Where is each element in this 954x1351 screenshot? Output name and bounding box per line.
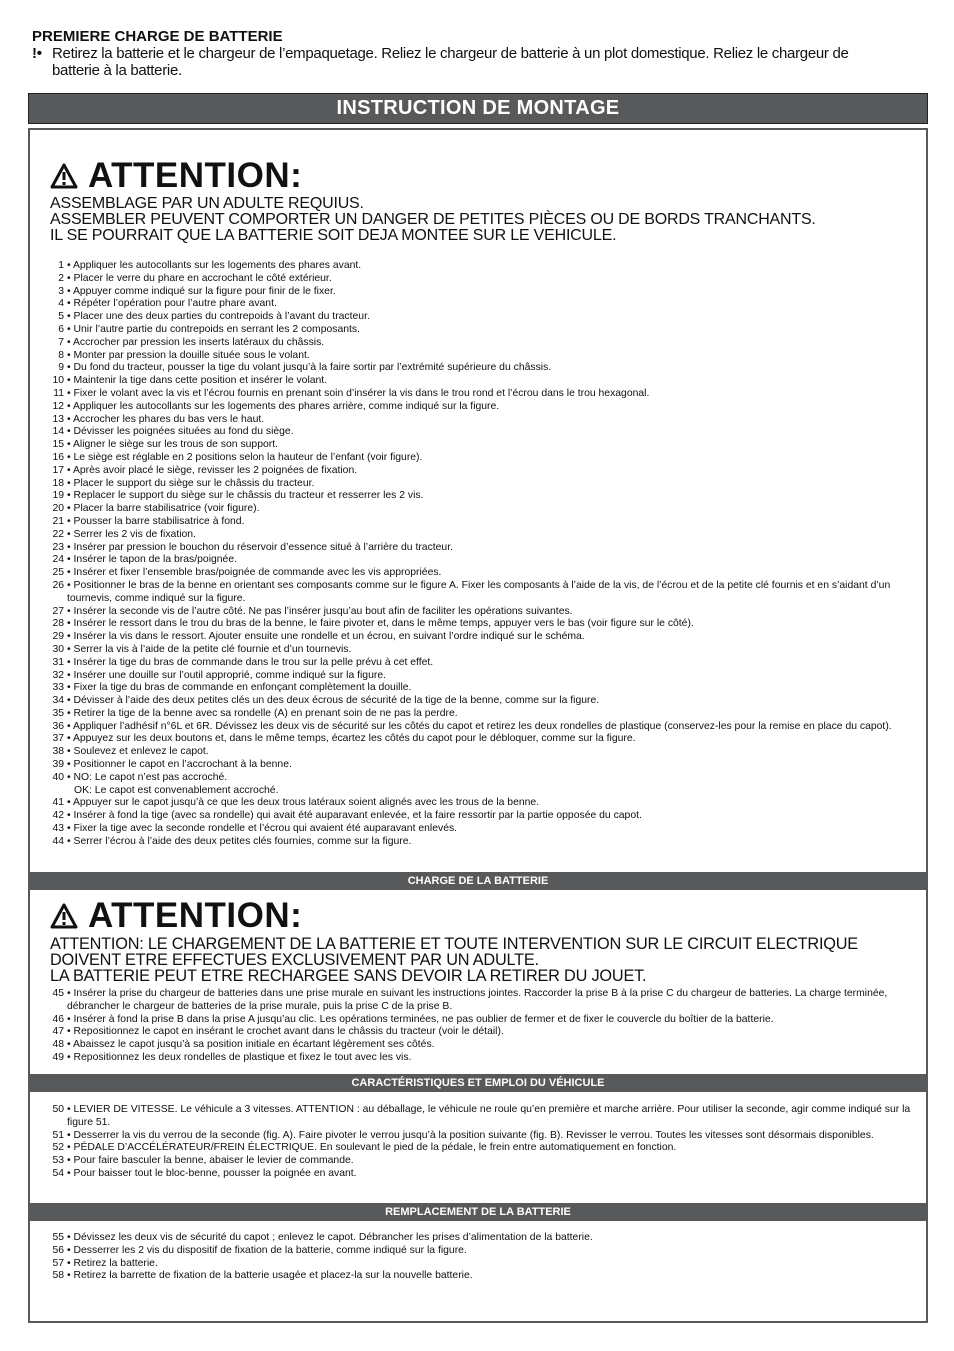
step-number: 23 <box>52 541 64 553</box>
step-text: • Pour faire basculer la benne, abaiser le levier de commande. <box>67 1155 354 1167</box>
step-number: 25 <box>52 567 64 579</box>
step-text: • Monter par pression la douille située sous le volant. <box>67 349 310 361</box>
step-text: • Placer le verre du phare en accrochant le côté extérieur. <box>67 272 332 284</box>
step-text: • Insérer le tapon de la bras/poignée. <box>67 554 237 566</box>
step-text: • Dévissez les deux vis de sécurité du capot ; enlevez le capot. Débrancher les prises d’alimentation de la batterie. <box>67 1232 593 1243</box>
list-item <box>42 836 912 849</box>
step-number: 14 <box>52 426 64 438</box>
step-number: 49 <box>52 1051 64 1063</box>
step-number: 28 <box>52 618 64 630</box>
step-text: • Aligner le siège sur les trous de son support. <box>67 439 278 451</box>
step-number: 52 <box>52 1142 64 1154</box>
list-item <box>42 988 912 1014</box>
list-item <box>42 490 912 503</box>
list-item <box>42 606 912 619</box>
step-text: • Placer une des deux parties du contrepoids à l’avant du tracteur. <box>67 311 370 323</box>
step-number: 39 <box>52 759 64 771</box>
charge-steps <box>42 988 912 1065</box>
step-text: • Serrer les 2 vis de fixation. <box>67 528 196 540</box>
first-charge-text-2: batterie à la batterie. <box>52 62 182 79</box>
list-item <box>42 414 912 427</box>
step-number: 8 <box>58 349 64 361</box>
step-number: 20 <box>52 503 64 515</box>
step-text: • Dévisser les poignées situées au fond du siège. <box>67 426 294 438</box>
step-text: • Repositionnez les deux rondelles de plastique et fixez le tout avec les vis. <box>67 1051 412 1063</box>
step-text: • Appuyer comme indiqué sur la figure pour finir de le fixer. <box>67 285 336 297</box>
step-text: • Accrocher les phares du bas vers le haut. <box>67 413 265 425</box>
step-number: 21 <box>52 515 64 527</box>
warning-bullet: !• <box>32 45 42 62</box>
step-text: • Appuyez sur les deux boutons et, dans le même temps, écartez les côtés du capot pour le débloquer, comme sur la figure. <box>67 733 636 745</box>
step-text: • Serrer la vis à l’aide de la petite clé fournie et d’un tournevis. <box>67 643 352 655</box>
instructions-frame <box>28 128 928 1323</box>
step-number: 34 <box>52 695 64 707</box>
list-item <box>42 797 912 810</box>
step-number: 56 <box>52 1244 64 1256</box>
step-number: 13 <box>52 413 64 425</box>
list-item <box>42 567 912 580</box>
list-item <box>42 1014 912 1027</box>
step-number: 9 <box>58 362 64 374</box>
assembly-banner: INSTRUCTION DE MONTAGE <box>28 93 928 124</box>
step-number: 35 <box>52 707 64 719</box>
list-item <box>42 708 912 721</box>
step-number: 18 <box>52 477 64 489</box>
step-number: 7 <box>58 336 64 348</box>
list-item <box>42 439 912 452</box>
step-number: 47 <box>52 1026 64 1038</box>
list-item <box>42 580 912 606</box>
step-number: 36 <box>52 720 64 732</box>
step-number: 1 <box>58 260 64 271</box>
list-item <box>42 1142 912 1155</box>
list-item <box>42 324 912 337</box>
list-item <box>42 362 912 375</box>
list-item <box>42 542 912 555</box>
step-text: • Insérer la seconde vis de l’autre côté. Ne pas l’insérer jusqu’au bout afin de faciliter les opérations suivantes. <box>67 605 573 617</box>
step-number: 55 <box>52 1232 64 1243</box>
step-text: • Repositionnez le capot en insérant le crochet avant dans le châssis du tracteur (voir le détail). <box>67 1026 504 1038</box>
attention-heading-1 <box>50 158 302 194</box>
step-text: • Répéter l’opération pour l’autre phare avant. <box>67 298 277 310</box>
step-text: • Le siège est réglable en 2 positions selon la hauteur de l’enfant (voir figure). <box>67 451 423 463</box>
step-number: 44 <box>52 835 64 847</box>
list-item <box>42 1232 912 1245</box>
step-text: • Insérer à fond la tige (avec sa rondelle) qui avait été auparavant enlevée, et la faire ressortir par la partie opposée du capot. <box>67 810 642 822</box>
step-number: 17 <box>52 464 64 476</box>
step-text: • Replacer le support du siège sur le châssis du tracteur et resserrer les 2 vis. <box>67 490 424 502</box>
list-item <box>42 682 912 695</box>
step-text: • Accrocher par pression les inserts latéraux du châssis. <box>67 336 325 348</box>
attention-title-2: ATTENTION: <box>88 896 303 935</box>
step-number: 27 <box>52 605 64 617</box>
first-charge-section <box>32 28 922 79</box>
list-item <box>42 350 912 363</box>
first-charge-title: PREMIERE CHARGE DE BATTERIE <box>32 28 283 45</box>
step-text: • Après avoir placé le siège, revisser les 2 poignées de fixation. <box>67 464 358 476</box>
list-item <box>42 503 912 516</box>
step-number: 19 <box>52 490 64 502</box>
step-number: 58 <box>52 1270 64 1282</box>
step-text: • PÉDALE D’ACCÉLÉRATEUR/FREIN ÉLECTRIQUE. En soulevant le pied de la pédale, le frein entre automatiquement en fonction. <box>67 1142 677 1154</box>
step-text: • Retirer la tige de la benne avec sa rondelle (A) en prenant soin de ne pas la perdre. <box>67 707 458 719</box>
step-text: • Retirez la barrette de fixation de la batterie usagée et placez-la sur la nouvelle batterie. <box>67 1270 473 1282</box>
battery-charge-bar: CHARGE DE LA BATTERIE <box>30 872 926 890</box>
list-item <box>42 644 912 657</box>
step-number: 29 <box>52 631 64 643</box>
step-text: • LEVIER DE VITESSE. Le véhicule a 3 vitesses. ATTENTION : au déballage, le véhicule ne roule qu’en première et marche arrière. Pour utiliser la seconde, agir comme indiqué sur la figure 51. <box>67 1104 911 1128</box>
step-number: 11 <box>53 387 64 399</box>
step-number: 12 <box>52 400 64 412</box>
list-item <box>42 388 912 401</box>
list-item <box>42 1245 912 1258</box>
list-item <box>42 631 912 644</box>
step-number: 5 <box>58 311 64 323</box>
list-item <box>42 452 912 465</box>
step-number: 3 <box>58 285 64 297</box>
attention1-line: ASSEMBLER PEUVENT COMPORTER UN DANGER DE PETITES PIÈCES OU DE BORDS TRANCHANTS. <box>50 211 816 228</box>
step-number: 38 <box>52 746 64 758</box>
list-item <box>42 465 912 478</box>
list-item <box>42 772 912 785</box>
list-item <box>42 810 912 823</box>
list-item <box>42 1155 912 1168</box>
step-number: 46 <box>52 1013 64 1025</box>
step-text: • Positionner le bras de la benne en orientant ses composants comme sur le figure A. Fixer les composants à l’aide de la vis, de l’écrou et de la petite clé fournis et en s’aidant d’un tournevis, comme indiqué sur la figure. <box>67 579 891 604</box>
attention-text-2 <box>50 936 920 984</box>
step-number: 45 <box>52 988 64 999</box>
step-number: 10 <box>52 375 64 387</box>
list-item <box>42 1258 912 1271</box>
step-text: • Insérer le ressort dans le trou du bras de la benne, le faire pivoter et, dans le même temps, appuyer vers le bas (voir figure sur le côté). <box>67 618 694 630</box>
list-item <box>42 1026 912 1039</box>
list-item <box>42 670 912 683</box>
step-text: • Fixer la tige du bras de commande en enfonçant complètement la douille. <box>67 682 412 694</box>
attention1-line: ASSEMBLAGE PAR UN ADULTE REQUIUS. <box>50 195 364 212</box>
list-item <box>42 733 912 746</box>
step-text: • Appuyer sur le capot jusqu’à ce que les deux trous latéraux soient alignés avec les trous de la benne. <box>67 797 540 809</box>
features-steps <box>42 1104 912 1181</box>
features-bar: CARACTÉRISTIQUES ET EMPLOI DU VÉHICULE <box>30 1074 926 1092</box>
step-text: • Retirez la batterie. <box>67 1257 158 1269</box>
list-item <box>42 375 912 388</box>
assembly-steps <box>42 260 912 849</box>
list-item <box>42 337 912 350</box>
attention-title-1: ATTENTION: <box>88 156 303 195</box>
list-item <box>42 273 912 286</box>
step-number: 33 <box>52 682 64 694</box>
step-number: 24 <box>52 554 64 566</box>
step-number: 51 <box>52 1129 64 1141</box>
step-number: 16 <box>52 451 64 463</box>
step-number: 4 <box>58 298 64 310</box>
step-number: 22 <box>52 528 64 540</box>
step-number: 42 <box>52 810 64 822</box>
step-number: 53 <box>52 1155 64 1167</box>
step-number: 43 <box>52 823 64 835</box>
replacement-steps <box>42 1232 912 1283</box>
step-text: • Soulevez et enlevez le capot. <box>67 746 209 758</box>
list-item <box>42 260 912 273</box>
attention1-line: IL SE POURRAIT QUE LA BATTERIE SOIT DEJA MONTEE SUR LE VEHICULE. <box>50 227 617 244</box>
list-item <box>42 1168 912 1181</box>
list-item <box>42 721 912 734</box>
step-text: • NO: Le capot n’est pas accroché. <box>67 771 228 783</box>
list-item <box>42 618 912 631</box>
first-charge-text-1: Retirez la batterie et le chargeur de l’empaquetage. Reliez le chargeur de batterie à un plot domestique. Reliez le chargeur de <box>52 45 849 62</box>
step-number: 26 <box>52 579 64 591</box>
battery-replacement-bar: REMPLACEMENT DE LA BATTERIE <box>30 1203 926 1221</box>
list-item <box>42 1039 912 1052</box>
step-text: • Fixer le volant avec la vis et l’écrou fournis en prenant soin d’insérer la vis dans le trou rond et l’écrou dans le trou hexagonal. <box>67 387 650 399</box>
step-number: 48 <box>52 1039 64 1051</box>
step-number: 54 <box>52 1167 64 1179</box>
step-number: 15 <box>52 439 64 451</box>
step-number: 31 <box>52 656 64 668</box>
list-item <box>42 823 912 836</box>
list-item <box>42 516 912 529</box>
step-text: • Insérer une douille sur l’outil approprié, comme indiqué sur la figure. <box>67 669 386 681</box>
list-item <box>42 298 912 311</box>
list-item <box>42 1104 912 1130</box>
list-item <box>42 759 912 772</box>
list-item <box>42 426 912 439</box>
step-text: • Placer la barre stabilisatrice (voir figure). <box>67 503 260 515</box>
step-text: • Maintenir la tige dans cette position et insérer le volant. <box>67 375 328 387</box>
step-text: • Insérer la vis dans le ressort. Ajouter ensuite une rondelle et un écrou, en suivant l’ordre indiqué sur le schéma. <box>67 631 585 643</box>
list-item <box>42 1052 912 1065</box>
list-item <box>42 286 912 299</box>
step-text: • Desserrer la vis du verrou de la seconde (fig. A). Faire pivoter le verrou jusqu’à la position suivante (fig. B). Revisser le verrou. Toutes les vitesses sont désormais disponibles. <box>67 1129 874 1141</box>
step-text: • Insérer et fixer l’ensemble bras/poignée de commande avec les vis appropriées. <box>67 567 442 579</box>
step-text: • Desserrer les 2 vis du dispositif de fixation de la batterie, comme indiqué sur la figure. <box>67 1244 467 1256</box>
step-text: • Insérer à fond la prise B dans la prise A jusqu’au clic. Les opérations terminées, ne pas oublier de fermer et de fixer le couvercle du boîtier de la batterie. <box>67 1013 774 1025</box>
step-text: • Unir l’autre partie du contrepoids en serrant les 2 composants. <box>67 323 360 335</box>
step-number: 41 <box>52 797 64 809</box>
step-text: OK: Le capot est convenablement accroché. <box>74 784 279 796</box>
step-number: 6 <box>58 323 64 335</box>
step-text: • Abaissez le capot jusqu’à sa position initiale en écartant légèrement ses côtés. <box>67 1039 435 1051</box>
warning-triangle-icon <box>50 903 78 929</box>
step-number: 30 <box>52 643 64 655</box>
list-item <box>42 529 912 542</box>
list-item <box>42 1130 912 1143</box>
list-item <box>42 401 912 414</box>
attention2-line: ATTENTION: LE CHARGEMENT DE LA BATTERIE ET TOUTE INTERVENTION SUR LE CIRCUIT ELECTRIQUE <box>50 935 858 953</box>
step-text: • Insérer par pression le bouchon du réservoir d’essence situé à l’arrière du tracteur. <box>67 541 453 553</box>
attention2-line: DOIVENT ETRE EFFECTUES EXCLUSIVEMENT PAR UN ADULTE. <box>50 951 539 969</box>
step-text: • Placer le support du siège sur le châssis du tracteur. <box>67 477 315 489</box>
list-item <box>42 746 912 759</box>
list-item <box>42 657 912 670</box>
step-text: • Insérer la tige du bras de commande dans le trou sur la pelle prévu à cet effet. <box>67 656 434 668</box>
step-text: • Serrer l’écrou à l’aide des deux petites clés fournies, comme sur la figure. <box>67 835 412 847</box>
attention2-line: LA BATTERIE PEUT ETRE RECHARGEE SANS DEVOIR LA RETIRER DU JOUET. <box>50 967 647 985</box>
list-item <box>42 695 912 708</box>
step-text: • Pour baisser tout le bloc-benne, pousser la poignée en avant. <box>67 1167 357 1179</box>
step-text: • Du fond du tracteur, pousser la tige du volant jusqu’à la faire sortir par l’extrémité supérieure du châssis. <box>67 362 552 374</box>
step-number <box>42 785 64 798</box>
step-text: • Appliquer l’adhésif n°6L et 6R. Dévissez les deux vis de sécurité sur les côtés du capot et retirez les deux rondelles de plastique (conservez-les pour la remise en place du capot). <box>67 720 892 732</box>
attention-text-1 <box>50 196 920 244</box>
list-item <box>42 478 912 491</box>
warning-triangle-icon <box>50 163 78 189</box>
step-number: 32 <box>52 669 64 681</box>
list-item <box>42 1270 912 1283</box>
attention-heading-2 <box>50 898 302 934</box>
step-number: 50 <box>52 1104 64 1115</box>
step-number: 37 <box>52 733 64 745</box>
step-text: • Dévisser à l’aide des deux petites clés un des deux écrous de sécurité de la tige de la benne, comme sur la figure. <box>67 695 600 707</box>
step-text: • Fixer la tige avec la seconde rondelle et l’écrou qui avaient été auparavant enlevés. <box>67 823 458 835</box>
list-item <box>42 785 912 798</box>
step-text: • Pousser la barre stabilisatrice à fond. <box>67 515 245 527</box>
step-number: 57 <box>52 1257 64 1269</box>
step-text: • Positionner le capot en l’accrochant à la benne. <box>67 759 292 771</box>
step-text: • Appliquer les autocollants sur les logements des phares arrière, comme indiqué sur la figure. <box>67 400 500 412</box>
step-number: 40 <box>52 771 64 783</box>
step-text: • Insérer la prise du chargeur de batteries dans une prise murale en suivant les instructions jointes. Raccorder la prise B à la prise C du chargeur de batteries. La charge terminée, débrancher le chargeur de batteries de la prise murale, puis la prise C de la prise B. <box>67 988 888 1012</box>
list-item <box>42 554 912 567</box>
step-number: 2 <box>58 272 64 284</box>
list-item <box>42 311 912 324</box>
step-text: • Appliquer les autocollants sur les logements des phares avant. <box>67 260 362 271</box>
